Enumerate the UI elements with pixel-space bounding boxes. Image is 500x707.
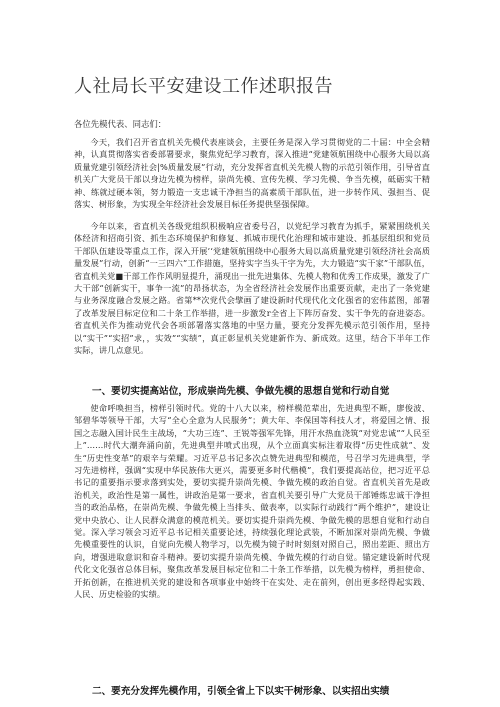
paragraph: 今年以来，省直机关各级党组织积极响应省委号召，以党纪学习教育为抓手，紧紧围绕机关体经济和招商引资、抓生态环境保护和修复、抓城市现代化治理和城市建设、抓基层组织和党员干部队伍建设等重点工作，深入开展’‘党建领航围绕中心服务大局以高质量党建引领经济社会高质量发展”行动，创新“一三四六”工作措施，坚持实字当头干字为先，大力锻造“实干家”干部队伍，省直机关党■干部工作作风明显提升，涌现出一批先进集体、先模人物和优秀工作成果，激发了广大干部“创新实干，事争一流”的昂扬状态，为全省经济社会发展作出重要贡献，走出了一条党建与业务深度融合发展之路。省第**次党代会擘画了建设新时代现代化文化强省的宏伟蓝图，部署了改革发展目标定位和二十条工作举措，进一步激发r全省上下阵厉奋发、实干争先的奋进姿态。省直机关作为推动党代会各项部署落实落地的中坚力量，要充分发挥先模示范引领作用，坚持以“实干”“实招”求，，实效”“实绩”，真正彰显机关党建新作为、新成效。这里，结合下半年工作实际，讲几点意见。 [74, 221, 430, 356]
paragraph: 今天，我们召开省直机关先模代表座谈会，主要任务是深入学习贯彻党的二十届：中全会精神，认真贯彻落实省委部署要求，聚焦党纪学习教育，深入推进“党建领航围绕中心服务大局以高质量党建引领经济社会|%质量发展”行动，充分发挥省直机关先模人物的示范引领作用，引导省直机关广大党员干部以身边先模为榜样，崇尚先模、宣传先模、学习先模、争当先模，砥砺实干精神、练就过硬本领，努力锻造一支忠诚干净担当的高素质干部队伍，进一步转作风、强担当、促落实、树形象，为实现全年经济社会发展目标任务提供坚强保障。 [74, 137, 430, 210]
section-heading-2: 二、要充分发挥先模作用，引领全省上下以实干树形象、以实招出实绩 [92, 686, 390, 697]
paragraph-intro [74, 136, 430, 210]
document-title: 人社局长平安建设工作述职报告 [74, 76, 333, 97]
paragraph-progress [74, 220, 430, 356]
salutation: 各位先模代表、同志们： [74, 119, 167, 129]
paragraph: 使命呼唤担当，榜样引领时代。党的十八大以来，榜样模范辈出，先进典型不断，廖俊波、邹碧华等领导干部，大写“全心全意为人民服务”；黄大年、李保国等科技人才，将爱国之情、报国之志融入国计民生主战场，“大功三连”、王锐等强军先锋，用汗水热血浇筑“对党忠诚”“人民至上”……时代大潮奔涌向前，先进典型井喷式出现，从个立面真实标注着取得“历史性成就”、发生“历史性变革”的艰辛与荣耀。习近平总书记多次点赞先进典型和模范，号召学习先进典型，学习先进榜样，强调“实现中华民族伟大更兴，需要更多时代楷模”，我们要提高站位，把习近平总书记的重要指示要求落到实处，要切实提升崇尚先模、争做先模的政治自觉。省直机关首先是政治机关，政治性是第一属性，讲政治是第一要求，省直机关要引导广大党员干部锤炼忠诚干净担当的政治品格，在崇尚先模、争做先模上当排头、做表率，以实际行动践行“两个维护”，建设让党中央放心、让人民群众满意的模范机关。要切实提升崇尚先模、争做先模的思想自觉和行动自觉。深入学习领会习近平总书记相关重要论述，持续强化理论武装，不断加深对崇尚先模、争做先模重要性的认识，自觉向先模人物学习，以先模为镜子时时刻刻对照自己，照出差距、照出方向，增强进取意识和奋斗精神。要切实提升崇尚先模、争做先模的行动自觉。锚定建设新时代现代化文化强省总体目标，聚焦改革发展目标定位和二十条工作举措，以先模为榜样，勇担使命、开拓创新，在推进机关党的建设和各项事业中始终干在实处、走在前列，创出更多经得起实践、人民、历史检验的实绩。 [74, 403, 430, 600]
section-heading-1: 一、要切实提高站位，形成崇尚先模、争做先模的思想自觉和行动自觉 [92, 386, 390, 397]
paragraph-section-1 [74, 402, 430, 601]
